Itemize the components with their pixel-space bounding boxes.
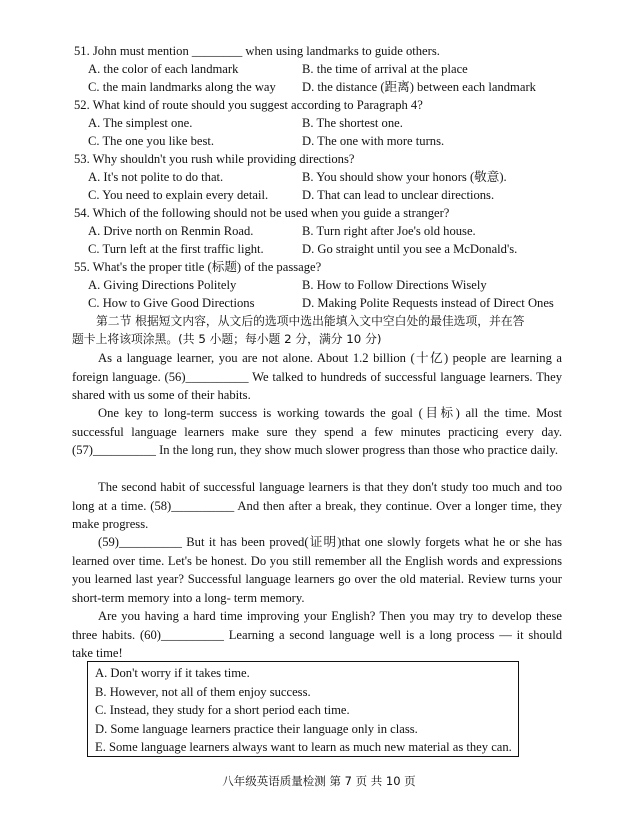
question-53-stem: 53. Why shouldn't you rush while providing directions? xyxy=(74,152,355,166)
answer-option-e: E. Some language learners always want to learn as much new material as they can. xyxy=(95,740,512,755)
question-51-option-a: A. the color of each landmark xyxy=(88,62,239,76)
question-52-stem: 52. What kind of route should you suggest according to Paragraph 4? xyxy=(74,98,423,112)
answer-option-c: C. Instead, they study for a short period each time. xyxy=(95,703,350,718)
passage-paragraph-4: (59)__________ But it has been proved(证明)that one slowly forgets what he or she has learned over time. Let's be honest. Do you still remember all the English words and expressions you learned last year? Successful language learners go over the old material. Review turns your short-term memory into a long- term memory. xyxy=(72,535,562,605)
question-55-option-a: A. Giving Directions Politely xyxy=(88,278,237,292)
passage-paragraph-3: The second habit of successful language learners is that they don't study too much and too long at a time. (58)__________ And then after a break, they continue. Over a longer time, they make progress. xyxy=(72,480,562,532)
question-52-option-c: C. The one you like best. xyxy=(88,134,215,148)
section-instructions-line-1: 第二节 根据短文内容，从文后的选项中选出能填入文中空白处的最佳选项，并在答 xyxy=(96,314,525,328)
question-51-option-b: B. the time of arrival at the place xyxy=(302,62,468,76)
question-54-option-a: A. Drive north on Renmin Road. xyxy=(88,224,254,238)
answer-option-b: B. However, not all of them enjoy success. xyxy=(95,684,311,699)
answer-option-a: A. Don't worry if it takes time. xyxy=(95,666,250,680)
passage-paragraph-5: Are you having a hard time improving your English? Then you may try to develop these three habits. (60)__________ Learning a second language well is a long process — it should take time! xyxy=(72,609,562,661)
question-55-option-d: D. Making Polite Requests instead of Direct Ones xyxy=(302,296,554,310)
question-53-option-b: B. You should show your honors (敬意). xyxy=(302,170,507,184)
question-55-option-b: B. How to Follow Directions Wisely xyxy=(302,278,487,292)
question-52-option-b: B. The shortest one. xyxy=(302,116,403,130)
question-51-stem: 51. John must mention ________ when using landmarks to guide others. xyxy=(74,44,440,58)
question-54-option-b: B. Turn right after Joe's old house. xyxy=(302,224,476,238)
question-53-option-d: D. That can lead to unclear directions. xyxy=(302,188,495,202)
question-54-option-c: C. Turn left at the first traffic light. xyxy=(88,242,264,256)
answer-option-d: D. Some language learners practice their language only in class. xyxy=(95,721,418,736)
answer-options-box xyxy=(87,661,519,757)
passage-paragraph-1: As a language learner, you are not alone. About 1.2 billion (十亿) people are learning a foreign language. (56)__________ We talked to hundreds of successful language learners. They shared with us some of their habits. xyxy=(72,351,562,403)
question-54-option-d: D. Go straight until you see a McDonald's. xyxy=(302,242,518,256)
section-instructions-line-2: 题卡上将该项涂黑。(共 5 小题；每小题 2 分，满分 10 分) xyxy=(72,332,382,346)
passage-paragraph-2: One key to long-term success is working towards the goal (目标) all the time. Most successful language learners make sure they spend a few minutes practicing every day. (57)__________ In the long run, they show much slower progress than those who practice daily. xyxy=(72,406,562,458)
question-52-option-a: A. The simplest one. xyxy=(88,116,193,130)
question-54-stem: 54. Which of the following should not be used when you guide a stranger? xyxy=(74,206,450,220)
question-55-option-c: C. How to Give Good Directions xyxy=(88,296,255,310)
question-53-option-a: A. It's not polite to do that. xyxy=(88,170,224,184)
question-51-option-d: D. the distance (距离) between each landmark xyxy=(302,80,536,94)
question-53-option-c: C. You need to explain every detail. xyxy=(88,188,269,202)
page-footer: 八年级英语质量检测 第 7 页 共 10 页 xyxy=(222,774,416,788)
question-55-stem: 55. What's the proper title (标题) of the passage? xyxy=(74,260,322,274)
question-52-option-d: D. The one with more turns. xyxy=(302,134,445,148)
question-51-option-c: C. the main landmarks along the way xyxy=(88,80,276,94)
